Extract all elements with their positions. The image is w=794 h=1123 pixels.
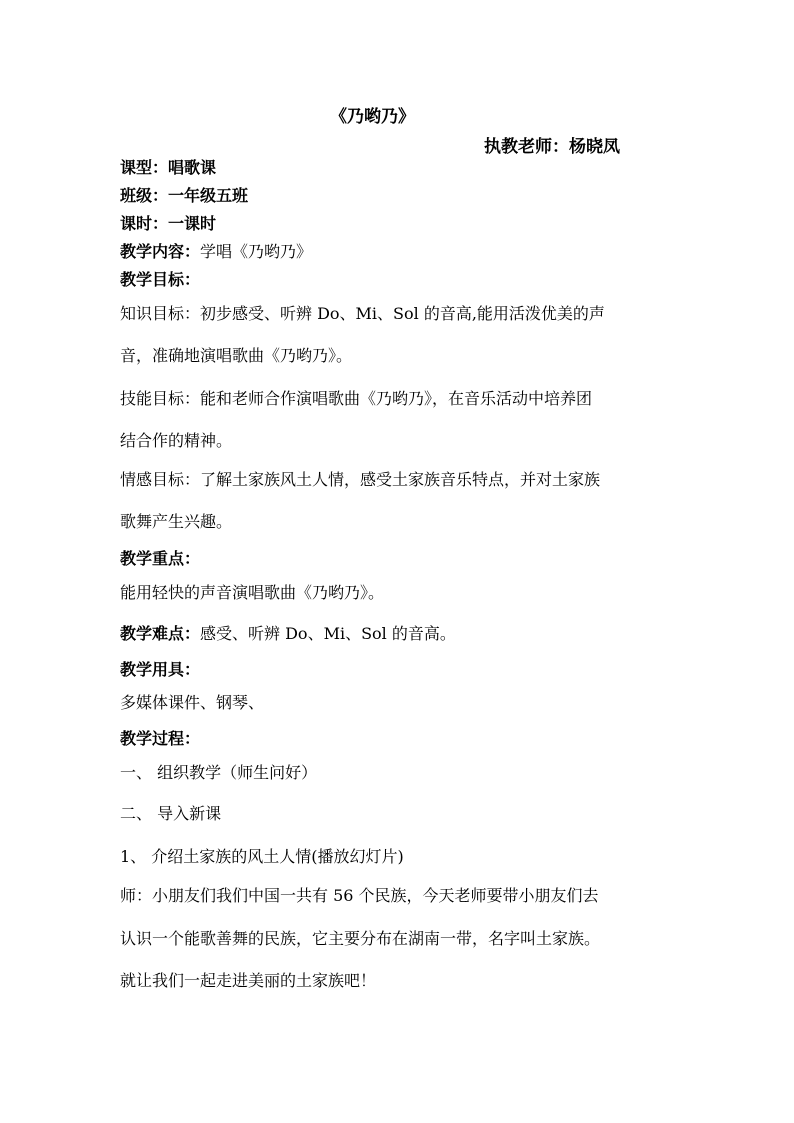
hours-value: 一课时 bbox=[168, 214, 217, 233]
key-points-heading: 教学重点： bbox=[120, 549, 201, 568]
course-type-value: 唱歌课 bbox=[168, 158, 217, 177]
course-type-line bbox=[120, 158, 216, 178]
difficulty-line bbox=[120, 624, 456, 644]
course-type-label: 课型： bbox=[120, 158, 169, 177]
class-value: 一年级五班 bbox=[168, 186, 249, 205]
knowledge-goal-line-2: 音，准确地演唱歌曲《乃哟乃》。 bbox=[120, 346, 353, 365]
emotion-goal-line-2: 歌舞产生兴趣。 bbox=[120, 512, 233, 531]
class-line bbox=[120, 186, 248, 206]
skill-goal-line-2: 结合作的精神。 bbox=[120, 431, 233, 450]
knowledge-goal-line-1: 知识目标：初步感受、听辨 Do、Mi、Sol 的音高,能用活泼优美的声 bbox=[120, 304, 605, 323]
difficulty-label: 教学难点： bbox=[120, 624, 201, 643]
tools-heading: 教学用具： bbox=[120, 660, 201, 679]
content-line bbox=[120, 242, 312, 262]
teacher-name: 执教老师：杨晓凤 bbox=[484, 137, 620, 157]
tools-text: 多媒体课件、钢琴、 bbox=[120, 693, 265, 712]
content-value: 学唱《乃哟乃》 bbox=[200, 242, 313, 261]
emotion-goal-line-1: 情感目标：了解土家族风土人情，感受土家族音乐特点，并对土家族 bbox=[120, 470, 601, 489]
skill-goal-line-1: 技能目标：能和老师合作演唱歌曲《乃哟乃》，在音乐活动中培养团 bbox=[120, 389, 593, 408]
process-step-1: 一、 组织教学（师生问好） bbox=[120, 763, 318, 782]
process-paragraph-line-2: 认识一个能歌善舞的民族，它主要分布在湖南一带，名字叫土家族。 bbox=[120, 929, 601, 948]
process-paragraph-line-3: 就让我们一起走进美丽的土家族吧！ bbox=[120, 971, 377, 990]
hours-line bbox=[120, 214, 216, 234]
process-step-2-1: 1、 介绍土家族的风土人情(播放幻灯片) bbox=[120, 847, 404, 866]
class-label: 班级： bbox=[120, 186, 169, 205]
difficulty-text: 感受、听辨 Do、Mi、Sol 的音高。 bbox=[200, 624, 456, 643]
process-step-2: 二、 导入新课 bbox=[120, 804, 222, 823]
hours-label: 课时： bbox=[120, 214, 169, 233]
document-title: 《乃哟乃》 bbox=[330, 107, 415, 127]
key-points-text: 能用轻快的声音演唱歌曲《乃哟乃》。 bbox=[120, 583, 385, 602]
process-heading: 教学过程： bbox=[120, 729, 201, 748]
process-paragraph-line-1: 师：小朋友们我们中国一共有 56 个民族，今天老师要带小朋友们去 bbox=[120, 886, 599, 905]
content-label: 教学内容： bbox=[120, 242, 201, 261]
goals-heading: 教学目标： bbox=[120, 270, 201, 289]
